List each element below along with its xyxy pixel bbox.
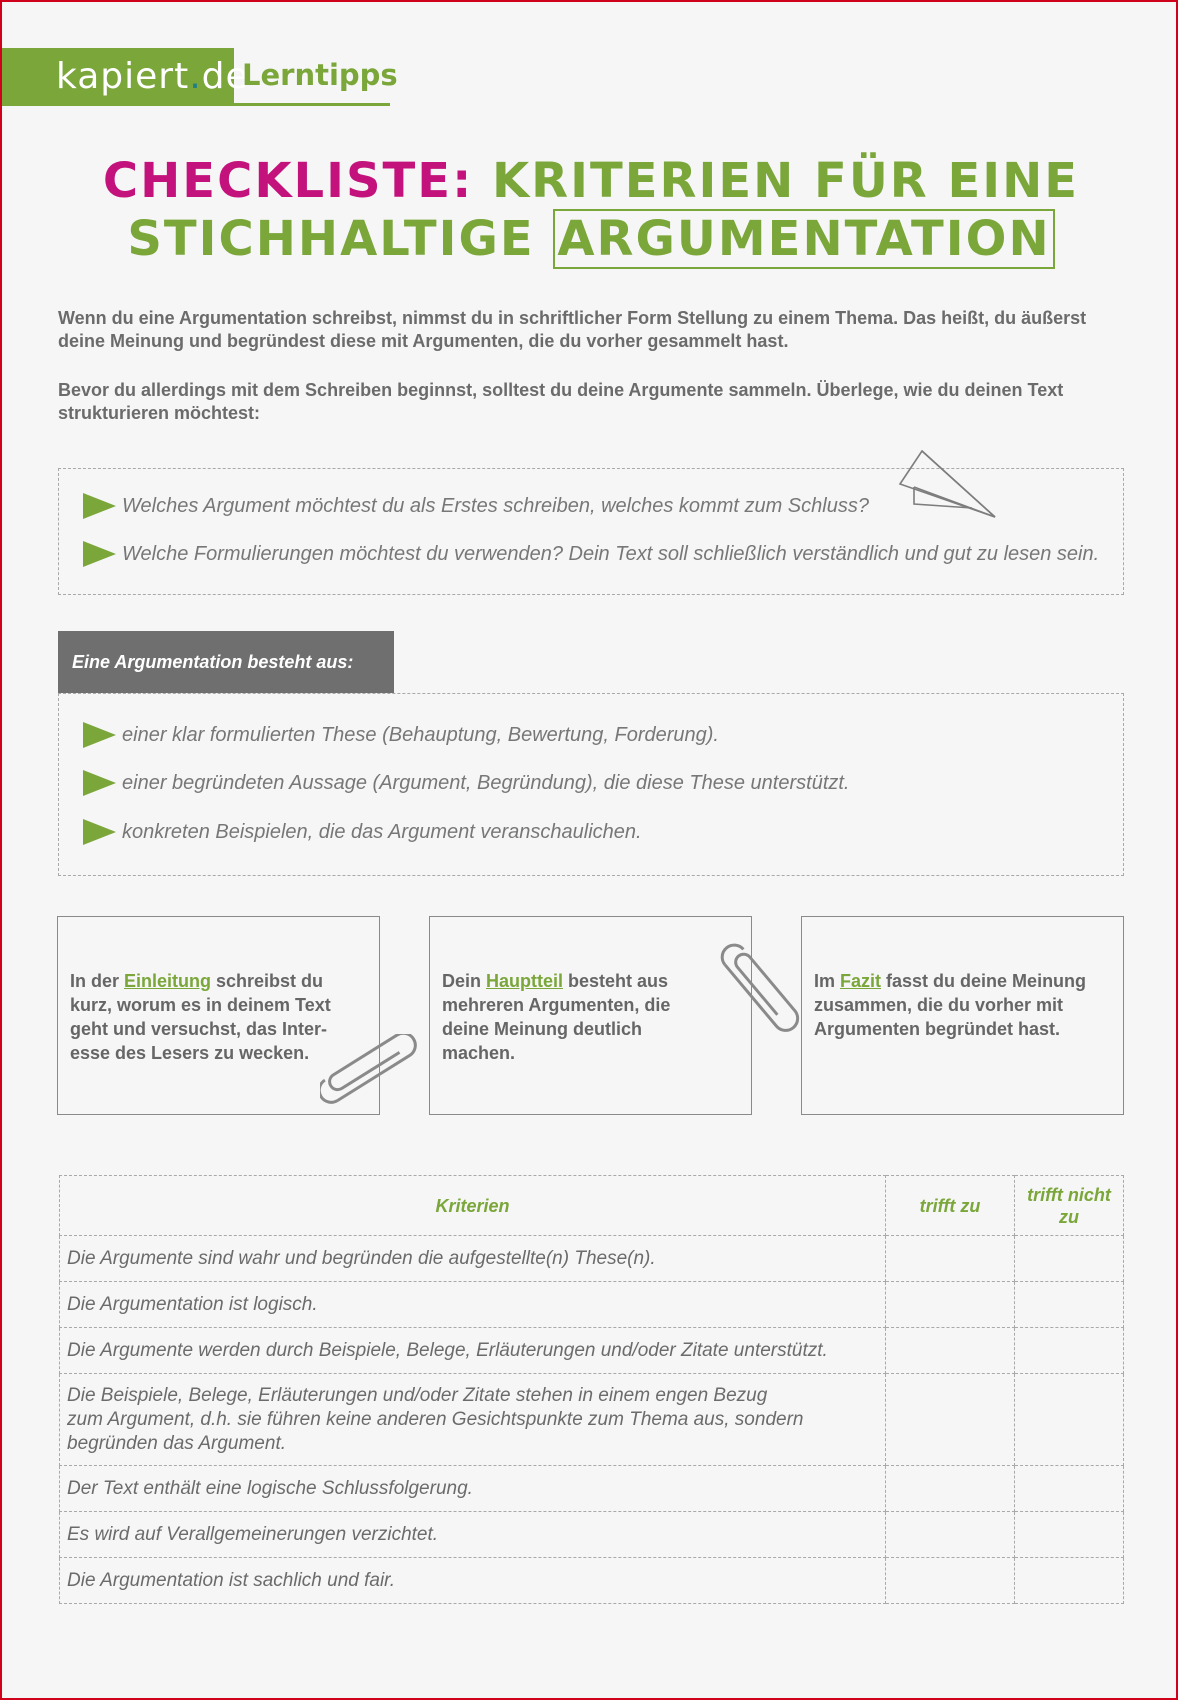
checkbox-cell-no[interactable]	[1015, 1282, 1124, 1328]
checkbox-cell-no[interactable]	[1015, 1328, 1124, 1374]
card-text-post: schreibst du kurz, worum es in deinem Text geht und versuchst, das Inter-esse des Lesers zu wecken.	[70, 971, 331, 1063]
card-fazit	[801, 916, 1124, 1115]
checkbox-cell-yes[interactable]	[886, 1512, 1015, 1558]
checkbox-cell-no[interactable]	[1015, 1236, 1124, 1282]
criteria-table	[59, 1175, 1124, 1604]
composition-item-text: konkreten Beispielen, die das Argument veranschaulichen.	[122, 820, 642, 843]
card-text-post: fasst du deine Meinung zusammen, die du vorher mit Argumenten begründet hast.	[814, 971, 1087, 1039]
criterion-text: Die Argumente werden durch Beispiele, Belege, Erläuterungen und/oder Zitate unterstützt.	[60, 1328, 886, 1374]
title-boxed-word: ARGUMENTATION	[553, 209, 1054, 269]
checkbox-cell-yes[interactable]	[886, 1328, 1015, 1374]
paperclip-icon	[702, 942, 802, 1052]
composition-item-text: einer klar formulierten These (Behauptung, Bewertung, Forderung).	[122, 723, 719, 746]
triangle-bullet-icon	[83, 770, 116, 796]
paperclip-icon	[320, 1034, 440, 1114]
logo-dot: .	[189, 56, 202, 97]
card-text	[442, 969, 711, 1065]
list-item	[83, 541, 1099, 567]
criterion-text: Der Text enthält eine logische Schlussfolgerung.	[60, 1466, 886, 1512]
criterion-text: Die Beispiele, Belege, Erläuterungen und/oder Zitate stehen in einem engen Bezug zum Argument, d.h. sie führen keine anderen Gesichtspunkte zum Thema aus, sondern begründen das Argument.	[60, 1374, 886, 1466]
table-row	[60, 1512, 1124, 1558]
brand-underline	[234, 103, 390, 106]
column-header-yes: trifft zu	[886, 1176, 1015, 1236]
list-item	[83, 819, 642, 845]
card-keyword: Hauptteil	[486, 971, 564, 991]
title-line2a: STICHHALTIGE	[127, 211, 535, 267]
criterion-text: Die Argumente sind wahr und begründen die aufgestellte(n) These(n).	[60, 1236, 886, 1282]
triangle-bullet-icon	[83, 722, 116, 748]
list-item	[83, 722, 719, 748]
table-row	[60, 1466, 1124, 1512]
table-row	[60, 1282, 1124, 1328]
checkbox-cell-yes[interactable]	[886, 1466, 1015, 1512]
table-header-row	[60, 1176, 1124, 1236]
title-checkliste: CHECKLISTE:	[102, 153, 474, 209]
triangle-bullet-icon	[83, 541, 116, 567]
table-row	[60, 1236, 1124, 1282]
criterion-text: Die Argumentation ist sachlich und fair.	[60, 1558, 886, 1604]
logo-text: kapiert	[56, 56, 190, 97]
checkbox-cell-no[interactable]	[1015, 1512, 1124, 1558]
triangle-bullet-icon	[83, 493, 116, 519]
table-row	[60, 1558, 1124, 1604]
composition-box	[58, 693, 1124, 876]
table-row	[60, 1328, 1124, 1374]
checkbox-cell-yes[interactable]	[886, 1558, 1015, 1604]
table-row	[60, 1374, 1124, 1466]
brand-logo	[56, 56, 249, 97]
title-line1: KRITERIEN FÜR EINE	[491, 153, 1080, 209]
triangle-bullet-icon	[83, 819, 116, 845]
criterion-text: Die Argumentation ist logisch.	[60, 1282, 886, 1328]
question-text: Welche Formulierungen möchtest du verwenden? Dein Text soll schließlich verständlich und gut zu lesen sein.	[122, 542, 1100, 565]
column-header-no: trifft nicht zu	[1015, 1176, 1124, 1236]
checkbox-cell-no[interactable]	[1015, 1374, 1124, 1466]
card-text-pre: In der	[70, 971, 125, 991]
card-text-post: besteht aus mehreren Argumenten, die deine Meinung deutlich machen.	[442, 971, 671, 1063]
paper-plane-icon	[897, 448, 1007, 520]
checkbox-cell-yes[interactable]	[886, 1236, 1015, 1282]
composition-item-text: einer begründeten Aussage (Argument, Begründung), die diese These unterstützt.	[122, 771, 850, 794]
criterion-text: Es wird auf Verallgemeinerungen verzichtet.	[60, 1512, 886, 1558]
logo-domain: de	[201, 56, 249, 97]
checkbox-cell-no[interactable]	[1015, 1466, 1124, 1512]
card-keyword: Einleitung	[124, 971, 212, 991]
card-text-pre: Im	[814, 971, 841, 991]
card-keyword: Fazit	[840, 971, 882, 991]
checkbox-cell-yes[interactable]	[886, 1374, 1015, 1466]
card-text-pre: Dein	[442, 971, 487, 991]
brand-tips-label: Lerntipps	[242, 58, 398, 92]
list-item	[83, 493, 869, 519]
list-item	[83, 770, 850, 796]
page-title	[2, 152, 1178, 268]
question-text: Welches Argument möchtest du als Erstes schreiben, welches kommt zum Schluss?	[122, 494, 869, 517]
intro-paragraph-2: Bevor du allerdings mit dem Schreiben beginnst, solltest du deine Argumente sammeln. Überlege, wie du deinen Text strukturieren möchtest:	[58, 380, 1064, 423]
intro-paragraph-1: Wenn du eine Argumentation schreibst, nimmst du in schriftlicher Form Stellung zu einem Thema. Das heißt, du äußerst deine Meinung und begründest diese mit Argumenten, die du vorher gesammelt hast.	[58, 308, 1087, 351]
column-header-criteria: Kriterien	[60, 1176, 886, 1236]
checkbox-cell-no[interactable]	[1015, 1558, 1124, 1604]
checkbox-cell-yes[interactable]	[886, 1282, 1015, 1328]
composition-heading: Eine Argumentation besteht aus:	[58, 631, 394, 693]
card-text	[814, 969, 1111, 1041]
